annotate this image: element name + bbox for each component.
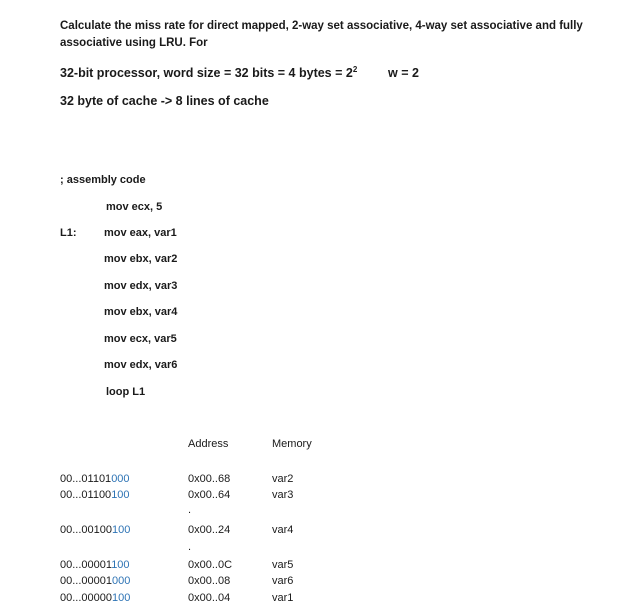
- processor-text: 32-bit processor, word size = 32 bits = 4 bytes = 2: [60, 66, 353, 80]
- table-row-binary: 00...00001000: [60, 575, 131, 587]
- header-memory: Memory: [272, 438, 312, 450]
- table-row-memory: var2: [272, 473, 294, 485]
- code-line: mov edx, var6: [104, 359, 178, 371]
- table-row-memory: var5: [272, 559, 294, 571]
- ellipsis-dot: .: [188, 541, 192, 553]
- table-row-address: 0x00..24: [188, 524, 231, 536]
- assembly-comment: ; assembly code: [60, 174, 146, 186]
- cache-lines-text: 32 byte of cache -> 8 lines of cache: [60, 94, 269, 108]
- table-row-address: 0x00..08: [188, 575, 231, 587]
- table-row-binary: 00...00000100: [60, 592, 131, 604]
- processor-line: [60, 66, 357, 80]
- table-row-address: 0x00..0C: [188, 559, 233, 571]
- header-address: Address: [188, 438, 229, 450]
- intro-paragraph: Calculate the miss rate for direct mapped, 2-way set associative, 4-way set associative and fully associative using LRU. For: [60, 20, 583, 49]
- code-line: mov ebx, var2: [104, 253, 178, 265]
- processor-exponent: 2: [352, 64, 358, 74]
- ellipsis-dot: .: [188, 504, 192, 516]
- table-row-binary: 00...01100100: [60, 489, 130, 501]
- code-line: mov ebx, var4: [104, 306, 178, 318]
- table-row-binary: 00...00100100: [60, 524, 131, 536]
- table-row-address: 0x00..64: [188, 489, 231, 501]
- code-line: mov ecx, 5: [106, 201, 163, 213]
- table-row-address: 0x00..68: [188, 473, 231, 485]
- table-row-memory: var6: [272, 575, 294, 587]
- code-line: mov eax, var1: [104, 227, 177, 239]
- table-row-address: 0x00..04: [188, 592, 231, 604]
- code-line: loop L1: [106, 386, 146, 398]
- code-line: mov ecx, var5: [104, 333, 177, 345]
- table-row-binary: 00...01101000: [60, 473, 130, 485]
- table-row-memory: var1: [272, 592, 294, 604]
- code-line: mov edx, var3: [104, 280, 178, 292]
- table-row-memory: var3: [272, 489, 294, 501]
- table-row-binary: 00...00001100: [60, 559, 130, 571]
- table-row-memory: var4: [272, 524, 294, 536]
- code-label-l1: L1:: [60, 227, 77, 239]
- w-value: w = 2: [388, 66, 419, 80]
